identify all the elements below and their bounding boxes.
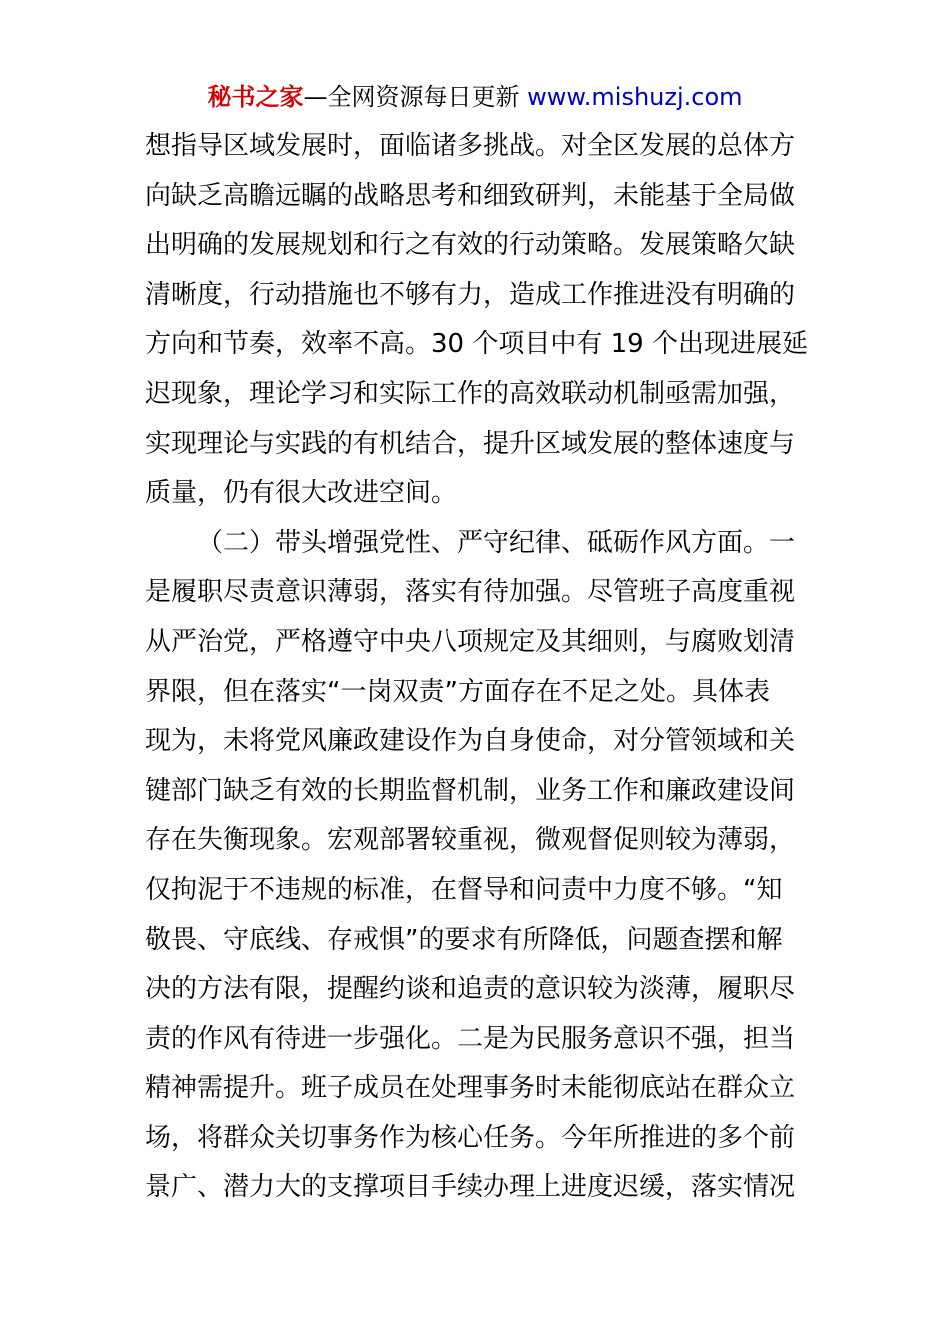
text-line: 场，将群众关切事务作为核心任务。今年所推进的多个前 [145,1122,796,1153]
text-line: 清晰度，行动措施也不够有力，造成工作推进没有明确的 [145,279,796,310]
text-line: 想指导区域发展时，面临诸多挑战。对全区发展的总体方 [145,131,796,161]
site-slogan: —全网资源每日更新 [303,83,528,111]
section-heading-line: （二）带头增强党性、严守纪律、砥砺作风方面。一 [197,527,796,558]
text-line: 景广、潜力大的支撑项目手续办理上进度迟缓，落实情况 [145,1172,796,1203]
site-header [0,80,950,114]
site-brand: 秘书之家 [207,83,304,111]
text-line: 是履职尽责意识薄弱，落实有待加强。尽管班子高度重视 [145,577,796,608]
text-line: 存在失衡现象。宏观部署较重视，微观督促则较为薄弱， [145,825,796,856]
text-line: 方向和节奏，效率不高。30 个项目中有 19 个出现进展延 [145,329,808,360]
text-line: 敬畏、守底线、存戒惧”的要求有所降低，问题查摆和解 [145,924,783,955]
text-line: 现为，未将党风廉政建设作为自身使命，对分管领域和关 [145,726,796,757]
text-line: 质量，仍有很大改进空间。 [145,478,458,509]
text-line: 从严治党，严格遵守中央八项规定及其细则，与腐败划清 [145,626,796,657]
text-line: 仅拘泥于不违规的标准，在督导和问责中力度不够。“知 [145,874,783,905]
text-line: 键部门缺乏有效的长期监督机制，业务工作和廉政建设间 [145,775,796,806]
text-line: 界限，但在落实“一岗双责”方面存在不足之处。具体表 [145,676,770,707]
text-line: 出明确的发展规划和行之有效的行动策略。发展策略欠缺 [145,230,796,261]
text-line: 决的方法有限，提醒约谈和追责的意识较为淡薄，履职尽 [145,974,796,1005]
document-body [145,122,815,1213]
site-url[interactable]: www.mishuzj.com [527,83,743,111]
text-line: 责的作风有待进一步强化。二是为民服务意识不强，担当 [145,1023,796,1054]
text-line: 迟现象，理论学习和实际工作的高效联动机制亟需加强， [145,378,796,409]
text-line: 精神需提升。班子成员在处理事务时未能彻底站在群众立 [145,1073,796,1104]
text-line: 向缺乏高瞻远瞩的战略思考和细致研判，未能基于全局做 [145,180,796,211]
text-line: 实现理论与实践的有机结合，提升区域发展的整体速度与 [145,428,796,459]
